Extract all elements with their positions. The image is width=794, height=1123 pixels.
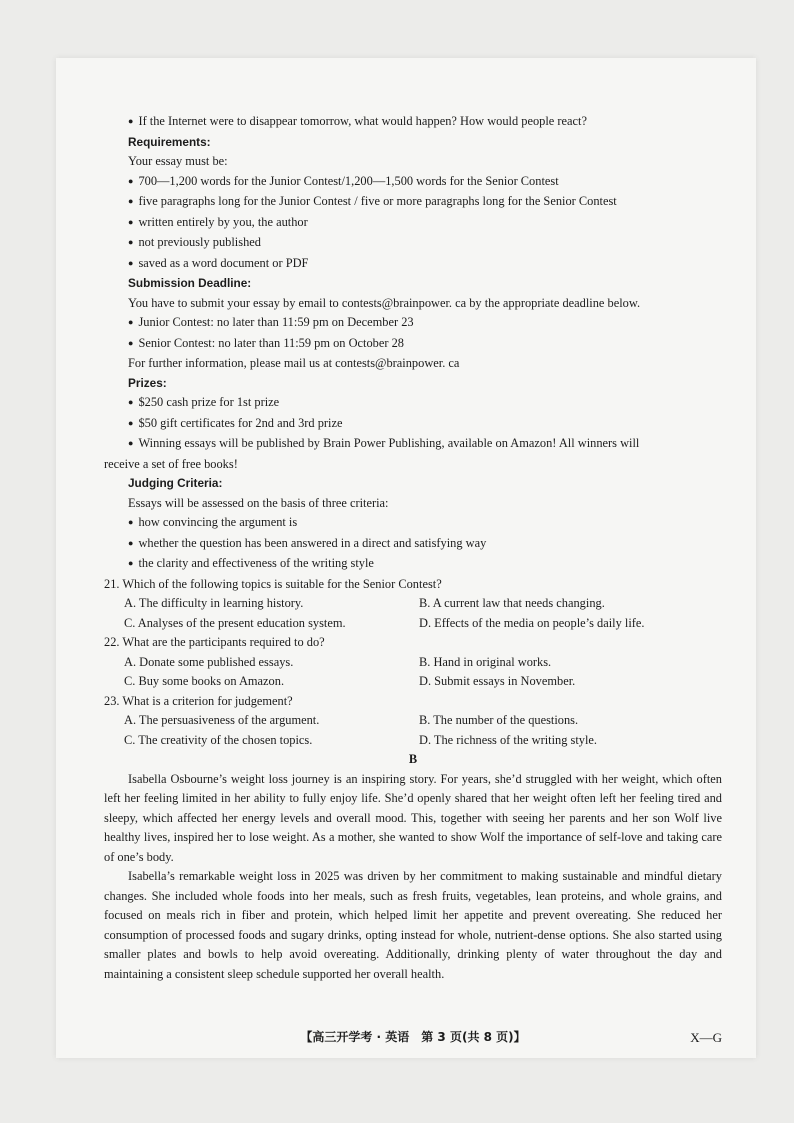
passage-paragraph: Isabella Osbourne’s weight loss journey is an inspiring story. For years, she’d struggled with her weight, which often left her feeling limited in her ability to fully enjoy life. She’d openly shared that her weight often left her feeling tired and sleepy, which affected her energy levels and overall mood. This, together with seeing her parents and her son Wolf live healthy lives, inspired her to lose weight. As a mother, she wanted to show Wolf the importance of self-love and taking care of one’s body. bbox=[104, 771, 722, 864]
passage-paragraph: Isabella’s remarkable weight loss in 2025 was driven by her commitment to making sustainable and mindful dietary changes. She included whole foods into her meals, such as fresh fruits, vegetables, lean proteins, and whole grains, and focused on meals rich in fiber and protein, which helped limit her appetite and prevent overeating. She reduced her consumption of processed foods and sugary drinks, opting instead for whole, nutrient-dense options. She also started using smaller plates and bowls to help avoid overeating. Additionally, drinking plenty of water throughout the day and maintaining a consistent sleep schedule supported her overall health. bbox=[104, 869, 722, 981]
question-options bbox=[104, 653, 722, 673]
deadline-intro: You have to submit your essay by email to contests@brainpower. ca by the appropriate deadline below. bbox=[128, 295, 641, 310]
requirement-item: ● five paragraphs long for the Junior Contest / five or more paragraphs long for the Senior Contest bbox=[104, 192, 722, 213]
option-a: A. The persuasiveness of the argument. bbox=[124, 713, 320, 727]
topic-bullet: ● If the Internet were to disappear tomorrow, what would happen? How would people react? bbox=[104, 112, 722, 133]
winning-line-cont: receive a set of free books! bbox=[104, 456, 238, 471]
option-b: B. Hand in original works. bbox=[419, 654, 552, 669]
question-stem: 23. What is a criterion for judgement? bbox=[104, 693, 293, 708]
requirement-item: ● saved as a word document or PDF bbox=[104, 254, 722, 275]
question-options bbox=[104, 711, 722, 731]
requirement-item: ● 700—1,200 words for the Junior Contest/1,200—1,500 words for the Senior Contest bbox=[104, 172, 722, 193]
judging-item: ● whether the question has been answered in a direct and satisfying way bbox=[104, 534, 722, 555]
question-stem: 22. What are the participants required to do? bbox=[104, 635, 325, 649]
question-stem: 21. Which of the following topics is suitable for the Senior Contest? bbox=[104, 576, 442, 591]
requirement-item: ● written entirely by you, the author bbox=[104, 213, 722, 234]
requirements-intro: Your essay must be: bbox=[128, 154, 228, 168]
question-options bbox=[104, 672, 722, 692]
exam-page-content bbox=[104, 112, 722, 1045]
footer-code: X—G bbox=[690, 1030, 722, 1045]
footer-page-info: 【高三开学考 · 英语 第 3 页(共 8 页)】 bbox=[300, 1030, 526, 1044]
option-d: D. Submit essays in November. bbox=[419, 674, 576, 688]
question-options bbox=[104, 594, 722, 614]
option-a: A. Donate some published essays. bbox=[124, 654, 294, 669]
option-b: B. A current law that needs changing. bbox=[419, 596, 605, 610]
question-options bbox=[104, 614, 722, 634]
prize-item: ● $50 gift certificates for 2nd and 3rd prize bbox=[104, 414, 722, 435]
deadline-item: ● Junior Contest: no later than 11:59 pm on December 23 bbox=[104, 313, 722, 334]
prizes-heading: Prizes: bbox=[128, 375, 167, 390]
judging-heading: Judging Criteria: bbox=[128, 476, 223, 490]
option-a: A. The difficulty in learning history. bbox=[124, 596, 304, 610]
requirement-item: ● not previously published bbox=[104, 233, 722, 254]
option-b: B. The number of the questions. bbox=[419, 713, 579, 727]
option-d: D. The richness of the writing style. bbox=[419, 732, 598, 747]
deadline-heading: Submission Deadline: bbox=[128, 276, 252, 290]
option-c: C. The creativity of the chosen topics. bbox=[124, 732, 313, 747]
winning-line: ● Winning essays will be published by Brain Power Publishing, available on Amazon! All winners will bbox=[104, 434, 722, 455]
option-c: C. Analyses of the present education system. bbox=[124, 615, 346, 630]
judging-item: ● how convincing the argument is bbox=[104, 513, 722, 534]
deadline-info: For further information, please mail us at contests@brainpower. ca bbox=[128, 356, 460, 370]
prize-item: ● $250 cash prize for 1st prize bbox=[104, 393, 722, 414]
section-b-label: B bbox=[408, 752, 418, 766]
option-d: D. Effects of the media on people’s daily life. bbox=[419, 615, 645, 630]
judging-intro: Essays will be assessed on the basis of three criteria: bbox=[128, 495, 389, 510]
question-options bbox=[104, 731, 722, 751]
page-footer bbox=[104, 1028, 722, 1048]
judging-item: ● the clarity and effectiveness of the writing style bbox=[104, 554, 722, 575]
option-c: C. Buy some books on Amazon. bbox=[124, 674, 285, 688]
requirements-heading: Requirements: bbox=[128, 134, 211, 149]
deadline-item: ● Senior Contest: no later than 11:59 pm on October 28 bbox=[104, 334, 722, 355]
